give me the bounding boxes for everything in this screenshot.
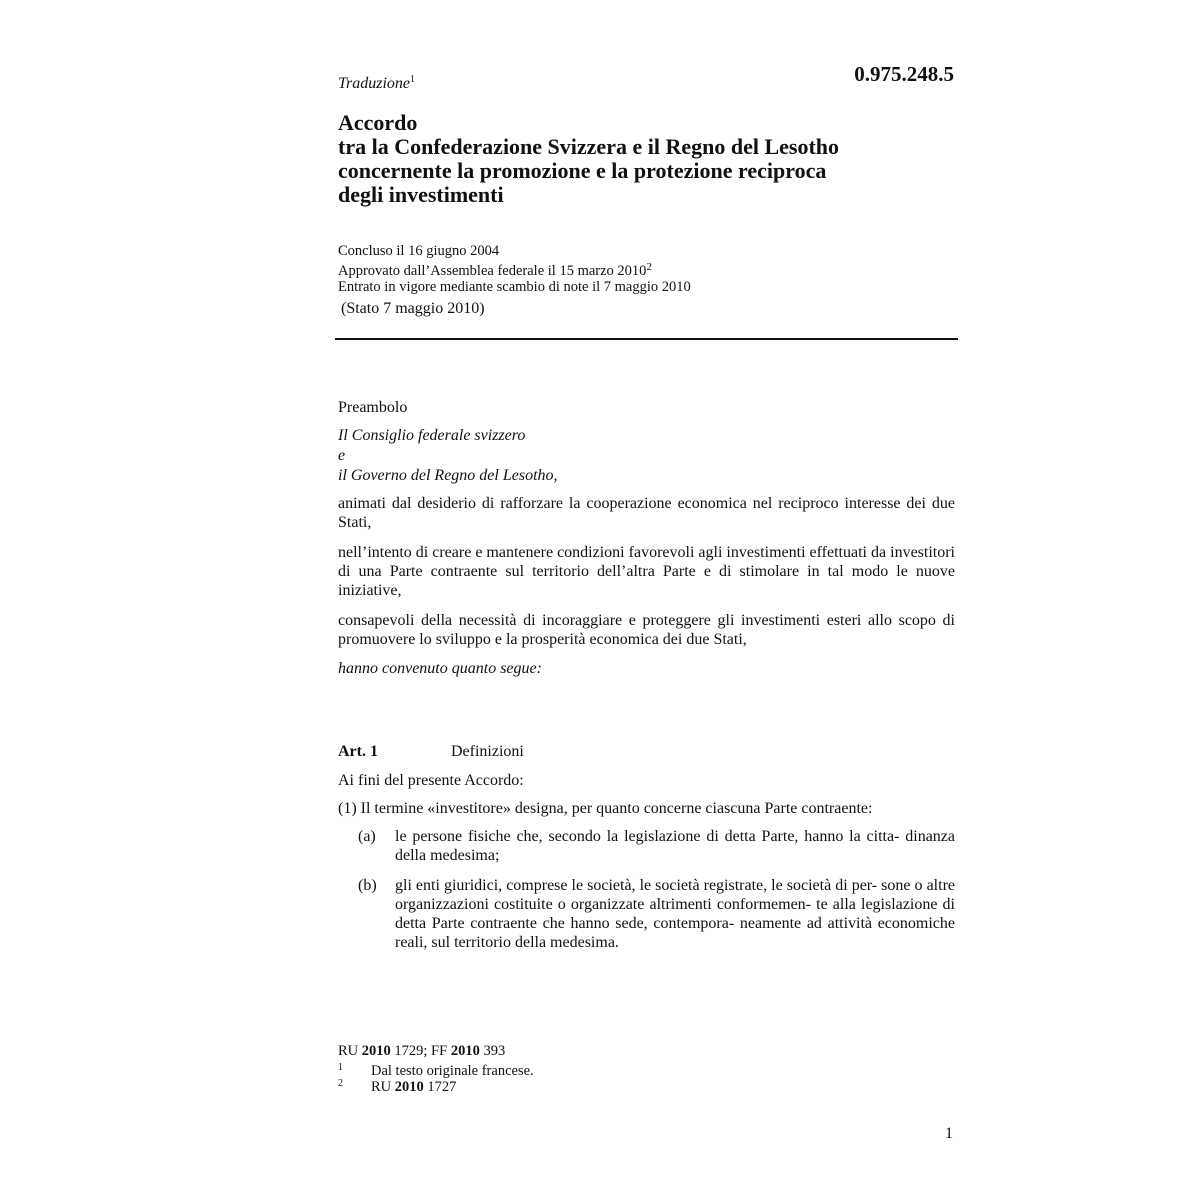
article-clause: (1) Il termine «investitore» designa, per quanto concerne ciascuna Parte contraente: [338,800,873,817]
header-divider [335,338,958,340]
translation-label: Traduzione$^1$ [338,74,416,92]
item-label: (b) [358,877,377,894]
footnote-number: 2 [338,1078,343,1089]
footnote-text: Dal testo originale francese. [371,1063,534,1079]
document-title [338,111,958,207]
status-date: (Stato 7 maggio 2010) [341,300,485,317]
preamble-title: Preambolo [338,399,408,416]
item-label: (a) [358,828,376,845]
article-title: Definizioni [451,743,524,760]
document-metadata [338,243,691,295]
footnote-number: 1 [338,1062,343,1073]
footnote-text: RU 2010 1727 [371,1079,457,1095]
title-line: tra la Confederazione Svizzera e il Regno del Lesotho [338,134,840,159]
item-text: le persone fisiche che, secondo la legislazione di detta Parte, hanno la citta- dinanza della medesima; [395,828,955,864]
title-line: concernente la promozione e la protezione reciproca [338,158,827,183]
preamble-closing: hanno convenuto quanto segue: [338,660,542,677]
page-number: 1 [945,1125,953,1142]
title-line: Accordo [338,110,418,135]
footnote-ref-2[interactable]: 2 [646,261,652,273]
party-lesotho: il Governo del Regno del Lesotho, [338,467,558,484]
preamble-paragraph: consapevoli della necessità di incoraggiare e proteggere gli investimenti esteri allo scopo di promuovere lo sviluppo e la prosperità economica dei due Stati, [338,612,955,648]
item-text: gli enti giuridici, comprese le società, le società registrate, le società di per- sone o altre organizzazioni costituite o organizzate altrimenti conformemen- te alla legislazione di detta Parte contraente che hanno sede, contempora- neamente ad attività economiche reali, sul territorio della medesima. [395,877,955,951]
sr-number: 0.975.248.5 [854,62,954,86]
preamble-paragraph: animati dal desiderio di rafforzare la cooperazione economica nel reciproco interesse dei due Stati, [338,495,955,531]
article-intro: Ai fini del presente Accordo: [338,772,524,789]
approved-date: Approvato dall’Assemblea federale il 15 marzo 2010$^2$ [338,261,652,279]
preamble-paragraph: nell’intento di creare e mantenere condizioni favorevoli agli investimenti effettuati da investitori di una Parte contraente sul territorio dell’altra Parte e di stimolare in tal modo le nuove iniziative, [338,544,955,599]
title-line: degli investimenti [338,182,504,207]
publication-reference: RU 2010 1729; FF 2010 393 [338,1043,506,1059]
party-switzerland: Il Consiglio federale svizzero [338,427,526,444]
footnote-ref-1[interactable]: 1 [410,74,416,85]
concluded-date: Concluso il 16 giugno 2004 [338,243,500,259]
party-conjunction: e [338,447,346,464]
article-heading [338,743,524,761]
entry-into-force: Entrato in vigore mediante scambio di note il 7 maggio 2010 [338,279,691,295]
article-number: Art. 1 [338,743,378,760]
